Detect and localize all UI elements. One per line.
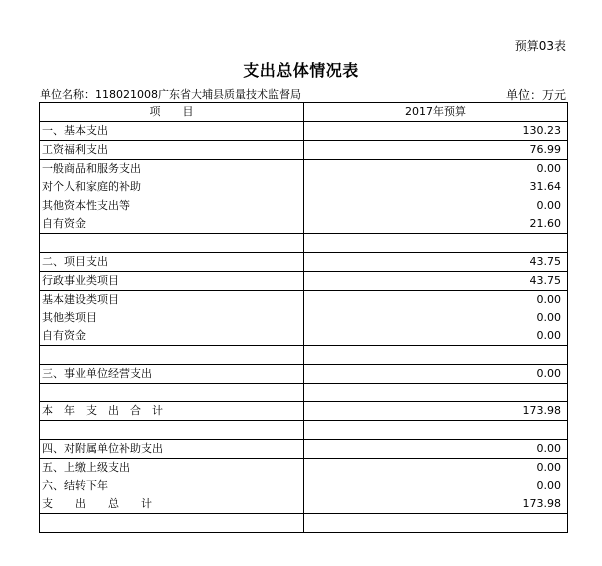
table-row	[40, 477, 568, 496]
row-item-cell: 对个人和家庭的补助	[40, 178, 304, 197]
row-item-cell: 本 年 支 出 合 计	[40, 402, 304, 421]
table-row	[40, 327, 568, 346]
table-row	[40, 364, 568, 383]
row-amount-cell: 0.00	[304, 364, 568, 383]
row-item-cell	[40, 383, 304, 402]
row-item-cell: 六、结转下年	[40, 477, 304, 496]
table-row	[40, 234, 568, 253]
row-item-cell: 工资福利支出	[40, 141, 304, 160]
row-item-cell: 基本建设类项目	[40, 290, 304, 309]
row-amount-cell: 31.64	[304, 178, 568, 197]
row-amount-cell: 173.98	[304, 402, 568, 421]
table-row	[40, 178, 568, 197]
row-item-cell: 三、事业单位经营支出	[40, 364, 304, 383]
row-amount-cell: 0.00	[304, 477, 568, 496]
table-row	[40, 495, 568, 514]
row-item-cell	[40, 234, 304, 253]
row-item-cell: 一般商品和服务支出	[40, 160, 304, 179]
row-item-cell: 一、基本支出	[40, 122, 304, 141]
row-item-cell: 二、项目支出	[40, 252, 304, 271]
table-row	[40, 421, 568, 440]
row-item-cell: 支 出 总 计	[40, 495, 304, 514]
row-amount-cell: 130.23	[304, 122, 568, 141]
row-amount-cell: 0.00	[304, 327, 568, 346]
row-item-cell: 其他类项目	[40, 309, 304, 328]
row-amount-cell: 43.75	[304, 271, 568, 290]
table-row	[40, 271, 568, 290]
table-row	[40, 402, 568, 421]
row-item-cell: 五、上缴上级支出	[40, 458, 304, 477]
row-item-cell: 自有资金	[40, 327, 304, 346]
row-amount-cell: 0.00	[304, 197, 568, 216]
table-row	[40, 197, 568, 216]
row-item-cell: 行政事业类项目	[40, 271, 304, 290]
table-header-row	[40, 103, 568, 122]
row-amount-cell: 0.00	[304, 160, 568, 179]
table-row	[40, 346, 568, 365]
column-header-item: 项 目	[40, 103, 304, 122]
table-row	[40, 122, 568, 141]
table-row	[40, 290, 568, 309]
row-amount-cell: 0.00	[304, 458, 568, 477]
table-row	[40, 383, 568, 402]
row-amount-cell	[304, 383, 568, 402]
unit-name-label: 单位名称：118021008广东省大埔县质量技术监督局	[40, 88, 301, 101]
row-amount-cell: 43.75	[304, 252, 568, 271]
row-amount-cell: 0.00	[304, 309, 568, 328]
table-row	[40, 160, 568, 179]
row-amount-cell: 0.00	[304, 439, 568, 458]
currency-unit-label: 单位：万元	[505, 88, 566, 102]
table-row	[40, 252, 568, 271]
table-row	[40, 215, 568, 234]
table-row	[40, 458, 568, 477]
table-body	[40, 122, 568, 533]
row-item-cell	[40, 514, 304, 533]
row-amount-cell	[304, 514, 568, 533]
row-amount-cell: 0.00	[304, 290, 568, 309]
table-row	[40, 309, 568, 328]
row-amount-cell: 76.99	[304, 141, 568, 160]
column-header-budget: 2017年预算	[304, 103, 568, 122]
form-code-label: 预算03表	[514, 39, 566, 53]
row-item-cell: 四、对附属单位补助支出	[40, 439, 304, 458]
row-item-cell	[40, 346, 304, 365]
table-row	[40, 141, 568, 160]
row-amount-cell: 173.98	[304, 495, 568, 514]
row-item-cell: 自有资金	[40, 215, 304, 234]
row-amount-cell	[304, 421, 568, 440]
table-row	[40, 439, 568, 458]
expenditure-table	[39, 102, 568, 533]
row-amount-cell	[304, 234, 568, 253]
page-title: 支出总体情况表	[243, 61, 359, 80]
row-amount-cell: 21.60	[304, 215, 568, 234]
table-row	[40, 514, 568, 533]
row-amount-cell	[304, 346, 568, 365]
row-item-cell	[40, 421, 304, 440]
row-item-cell: 其他资本性支出等	[40, 197, 304, 216]
